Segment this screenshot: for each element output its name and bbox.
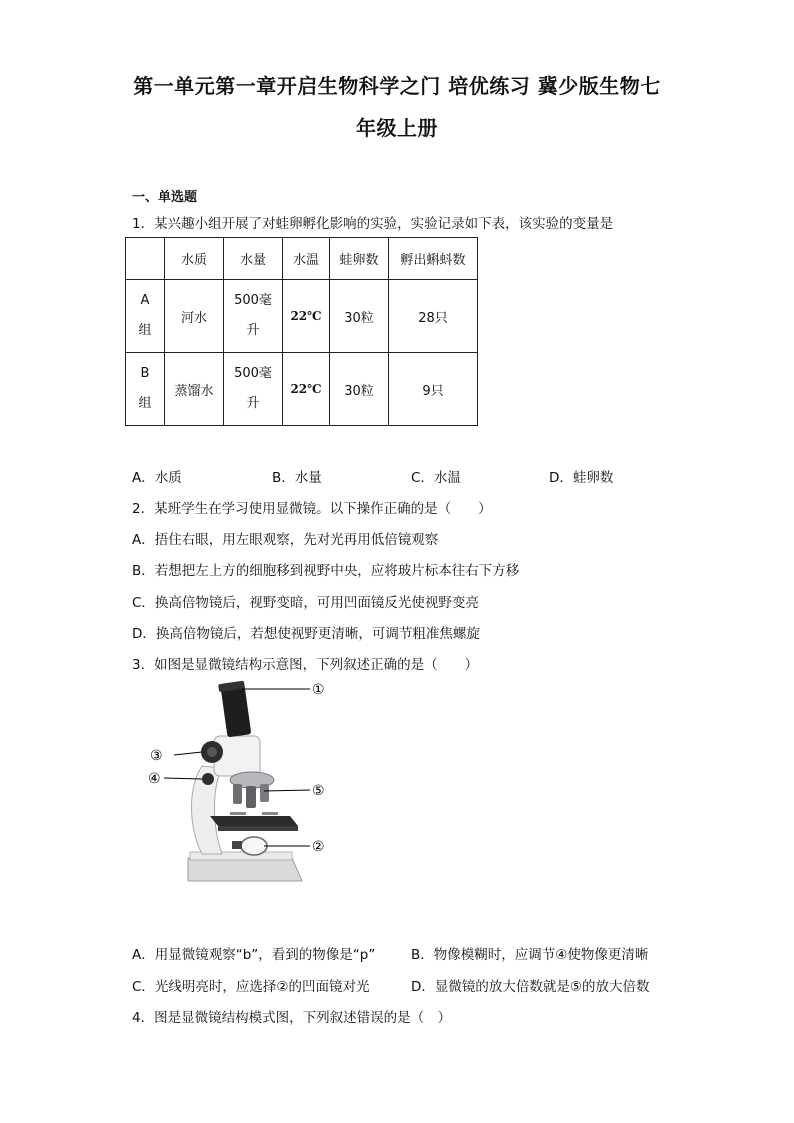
table-cell: 30粒	[330, 280, 389, 353]
table-header-cell: 蛙卵数	[330, 238, 389, 280]
table-row	[126, 280, 478, 353]
microscope-figure	[140, 676, 340, 906]
table-cell: 河水	[165, 280, 224, 353]
table-header-cell: 孵出蝌蚪数	[389, 238, 478, 280]
table-cell: 30粒	[330, 353, 389, 426]
q3-option-b[interactable]: B．物像模糊时，应调节④使物像更清晰	[411, 947, 649, 963]
table-cell: 500毫 升	[224, 280, 283, 353]
label-objective: ⑤	[312, 783, 325, 799]
table-header-cell	[126, 238, 165, 280]
document-title-line2: 年级上册	[356, 116, 438, 140]
q1-option-a[interactable]: A．水质	[132, 470, 182, 486]
table-cell: 28只	[389, 280, 478, 353]
table-cell: 500毫 升	[224, 353, 283, 426]
question-3-stem: 3．如图是显微镜结构示意图，下列叙述正确的是（ ）	[132, 657, 479, 673]
table-header-row	[126, 238, 478, 280]
q2-option-b[interactable]: B．若想把左上方的细胞移到视野中央，应将玻片标本往右下方移	[132, 563, 520, 579]
table-cell: A 组	[126, 280, 165, 353]
label-fine-focus: ④	[148, 771, 161, 787]
table-cell: 22℃	[283, 280, 330, 353]
table-header-cell: 水质	[165, 238, 224, 280]
table-cell: 9只	[389, 353, 478, 426]
q1-option-c[interactable]: C．水温	[411, 470, 461, 486]
table-cell: 22℃	[283, 353, 330, 426]
question-4-stem: 4．图是显微镜结构模式图，下列叙述错误的是（ ）	[132, 1010, 452, 1026]
question-2-stem: 2．某班学生在学习使用显微镜。以下操作正确的是（ ）	[132, 501, 492, 517]
q2-option-d[interactable]: D．换高倍物镜后，若想使视野更清晰，可调节粗准焦螺旋	[132, 626, 480, 642]
table-cell: 蒸馏水	[165, 353, 224, 426]
label-mirror: ②	[312, 839, 325, 855]
table-header-cell: 水温	[283, 238, 330, 280]
question-1-stem: 1．某兴趣小组开展了对蛙卵孵化影响的实验，实验记录如下表，该实验的变量是	[132, 216, 614, 232]
q3-option-c[interactable]: C．光线明亮时，应选择②的凹面镜对光	[132, 979, 370, 995]
table-cell: B 组	[126, 353, 165, 426]
label-eyepiece: ①	[312, 682, 325, 698]
q1-option-b[interactable]: B．水量	[272, 470, 322, 486]
q3-option-d[interactable]: D．显微镜的放大倍数就是⑤的放大倍数	[411, 979, 650, 995]
q2-option-a[interactable]: A．捂住右眼，用左眼观察，先对光再用低倍镜观察	[132, 532, 439, 548]
experiment-table	[125, 237, 478, 426]
q3-option-a[interactable]: A．用显微镜观察“b”，看到的物像是“p”	[132, 947, 376, 963]
section-heading: 一、单选题	[132, 190, 198, 205]
document-title-line1: 第一单元第一章开启生物科学之门 培优练习 冀少版生物七	[133, 74, 661, 98]
q1-option-d[interactable]: D．蛙卵数	[549, 470, 614, 486]
q2-option-c[interactable]: C．换高倍物镜后，视野变暗，可用凹面镜反光使视野变亮	[132, 595, 479, 611]
table-header-cell: 水量	[224, 238, 283, 280]
table-row	[126, 353, 478, 426]
label-coarse-focus: ③	[150, 748, 163, 764]
